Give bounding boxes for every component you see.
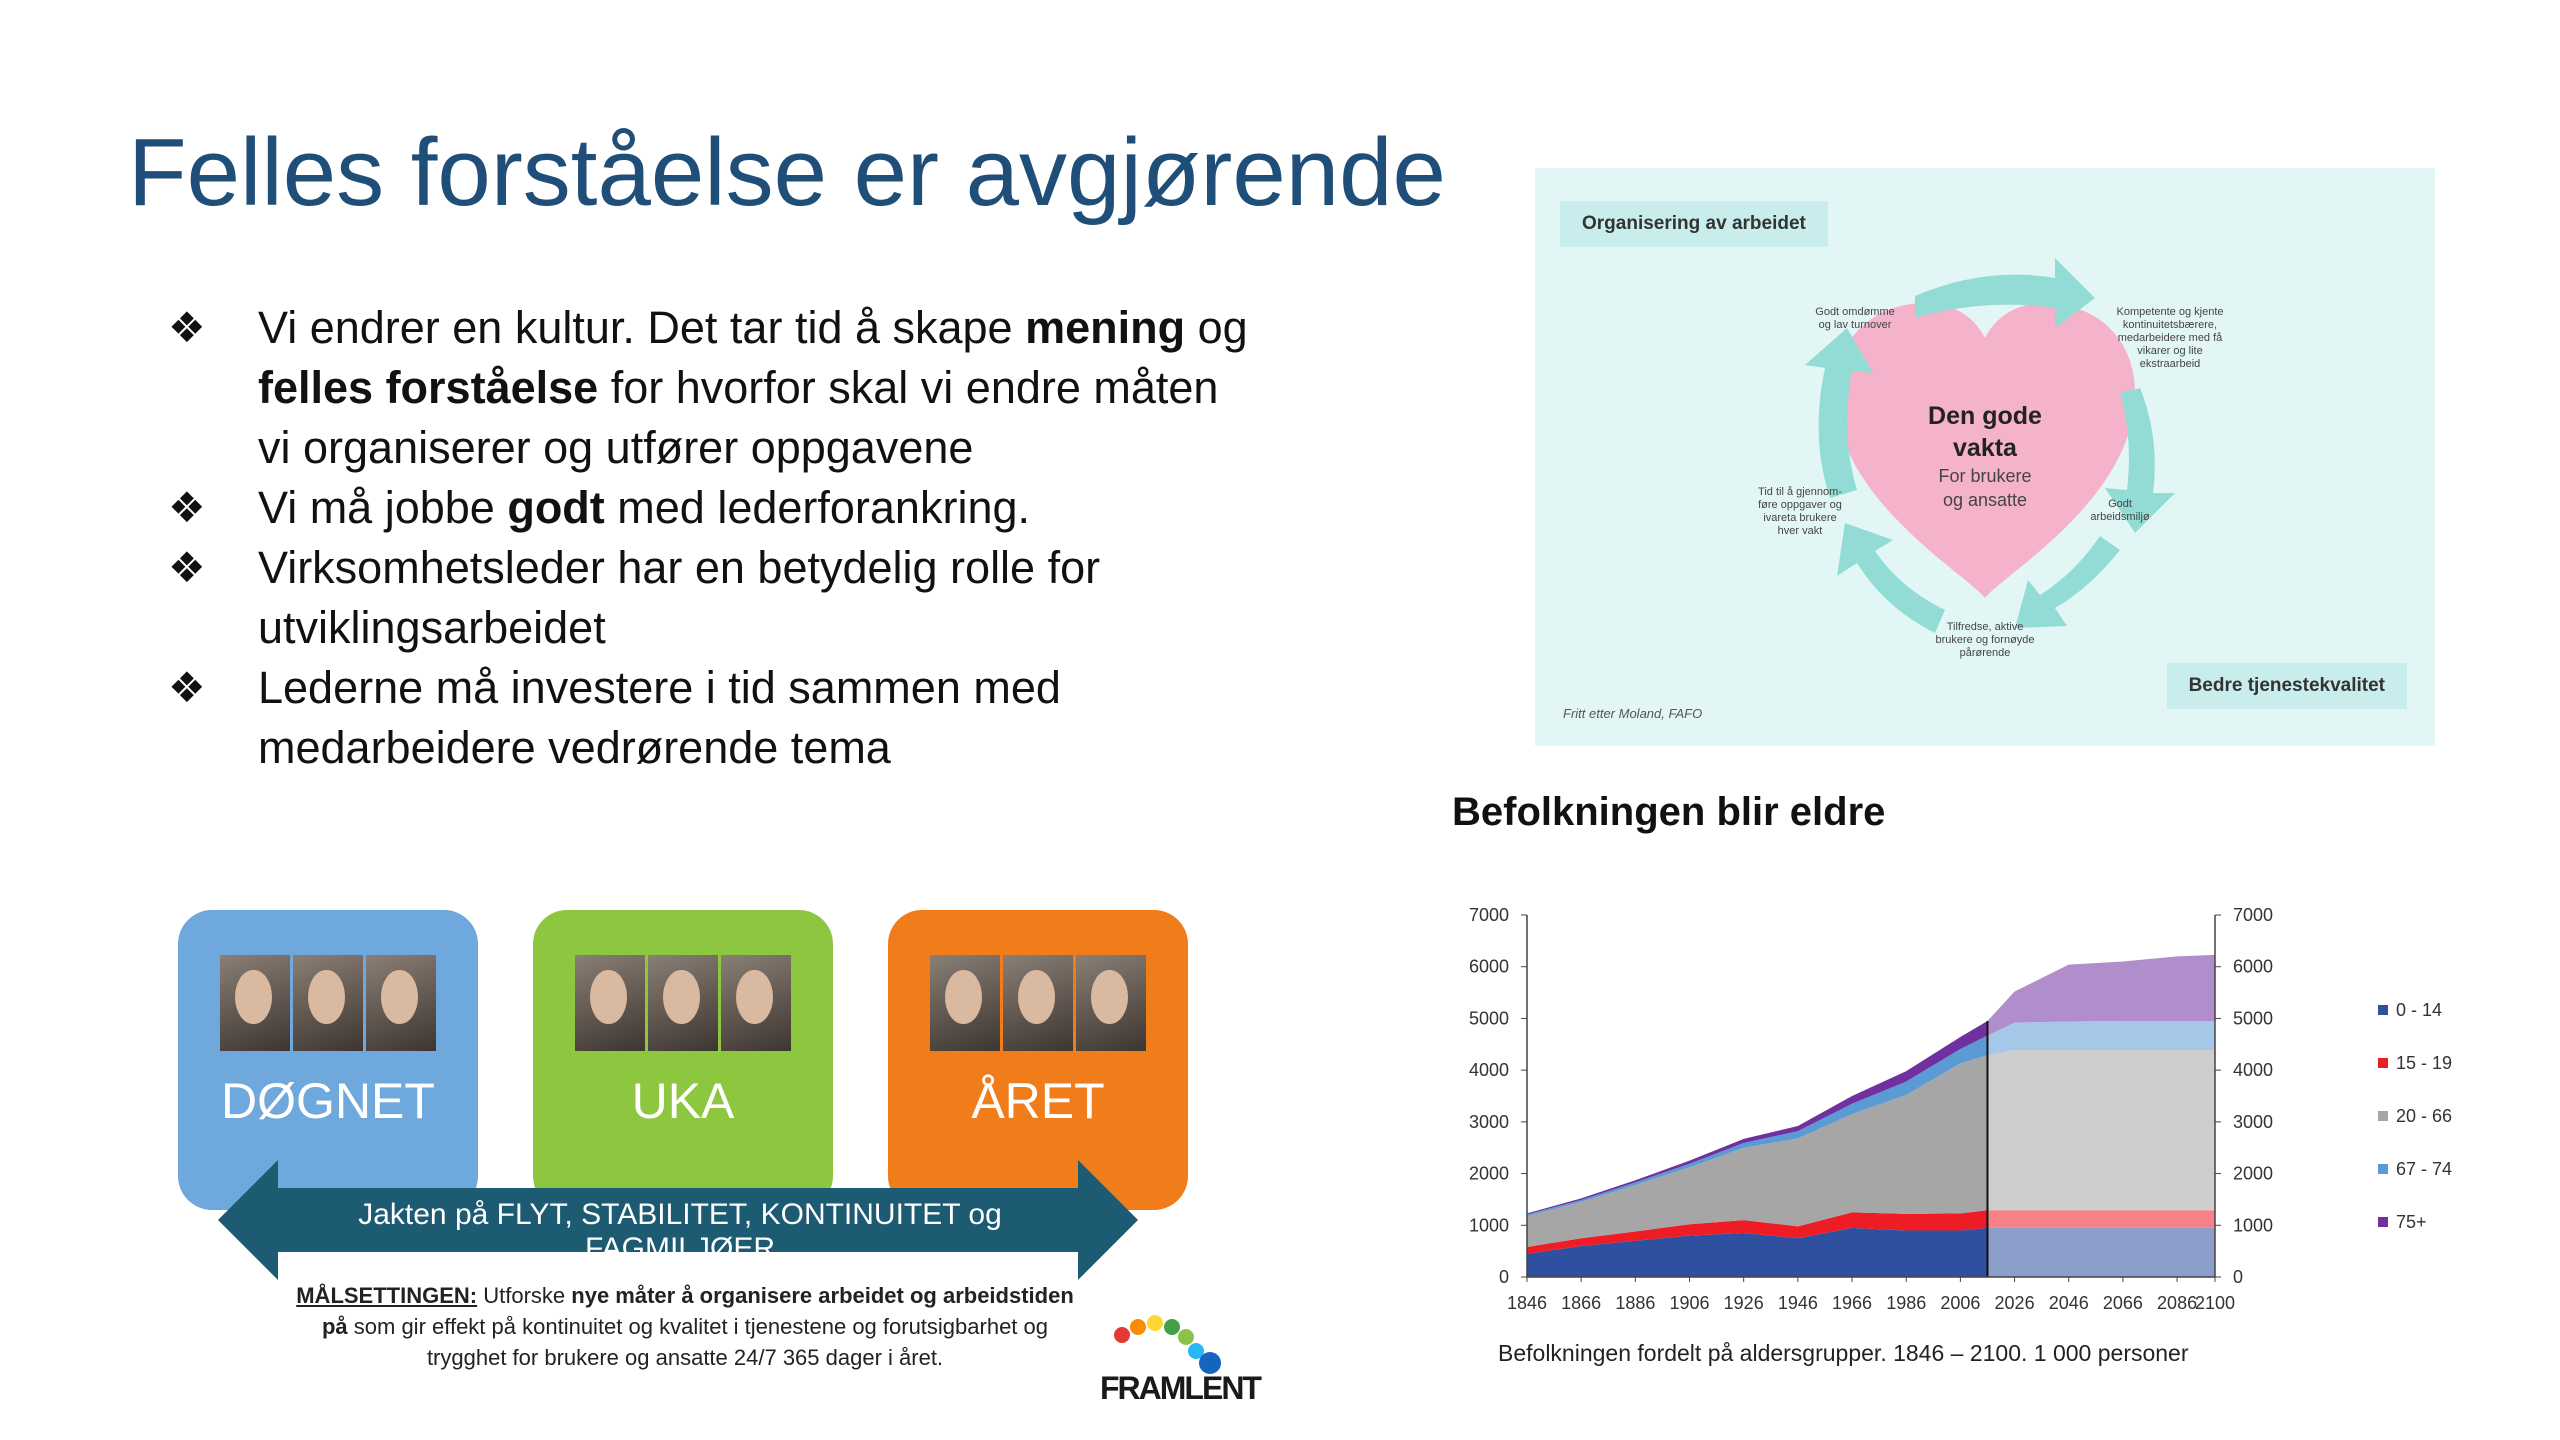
bullet-list	[168, 298, 1248, 778]
chart-title: Befolkningen blir eldre	[1452, 790, 1886, 834]
framlent-logo-text: FRAMLENT	[1100, 1370, 1260, 1406]
goal-label: MÅLSETTINGEN:	[296, 1283, 478, 1308]
note-omdomme: Godt omdømme og lav turnover	[1815, 306, 1895, 331]
legend-item	[2378, 1000, 2452, 1053]
y-tick-label-right: 4000	[2233, 1060, 2274, 1081]
y-tick-label-left: 1000	[1468, 1215, 1509, 1236]
slide-title: Felles forståelse er avgjørende	[128, 119, 1446, 226]
legend-item	[2378, 1106, 2452, 1159]
logo-dot	[1178, 1329, 1194, 1345]
y-tick-label-left: 7000	[1468, 905, 1509, 925]
legend-item	[2378, 1053, 2452, 1106]
y-tick-label-right: 7000	[2233, 905, 2274, 925]
x-tick-label: 1946	[1777, 1293, 1818, 1313]
timeframe-label: DØGNET	[221, 1073, 435, 1129]
x-tick-label: 1866	[1561, 1293, 1602, 1313]
x-tick-label: 2066	[2102, 1293, 2143, 1313]
x-tick-label: 2006	[1940, 1293, 1981, 1313]
note-tilfredse: Tilfredse, aktive brukere og fornøyde pårørende	[1935, 621, 2035, 659]
population-chart	[1440, 880, 2370, 1330]
note-kompetente: Kompetente og kjente kontinuitetsbærere, medarbeidere med få vikarer og lite ekstraarbeid	[2116, 306, 2224, 370]
timeframe-label: UKA	[631, 1073, 735, 1129]
bullet-text: Virksomhetsleder har en betydelig rolle for utviklingsarbeidet	[258, 542, 1101, 653]
legend-label: 67 - 74	[2396, 1159, 2453, 1179]
heart-sub-1: For brukere	[1938, 466, 2032, 486]
goal-part-1: Utforske	[477, 1283, 572, 1308]
logo-dot	[1147, 1315, 1163, 1331]
note-tid: Tid til å gjennom- føre oppgaver og ivareta brukere hver vakt	[1758, 486, 1842, 537]
legend-label: 75+	[2396, 1212, 2427, 1232]
legend-item	[2378, 1159, 2452, 1212]
legend-label: 0 - 14	[2396, 1000, 2443, 1020]
bullet-text: for hvorfor skal vi endre måten vi organiserer og utfører oppgavene	[258, 362, 1219, 473]
photo-strip	[930, 955, 1146, 1051]
heart-diagram	[1535, 168, 2435, 746]
chart-legend	[2378, 1000, 2452, 1265]
bullet-emphasis: mening	[1025, 302, 1186, 353]
bullet-text: med lederforankring.	[604, 482, 1030, 533]
banner-text: Jakten på FLYT, STABILITET, KONTINUITET og FAGMILJØER	[358, 1198, 1002, 1265]
bullet-text: Vi endrer en kultur. Det tar tid å skape	[258, 302, 1026, 353]
x-tick-label: 2026	[1994, 1293, 2035, 1313]
photo-strip	[220, 955, 436, 1051]
logo-dot	[1130, 1319, 1146, 1335]
bullet-mark-icon: ❖	[168, 304, 206, 351]
y-tick-label-left: 6000	[1468, 956, 1509, 977]
bullet-item	[168, 298, 1248, 478]
diagram-credit: Fritt etter Moland, FAFO	[1563, 706, 1703, 721]
legend-label: 20 - 66	[2396, 1106, 2453, 1126]
y-tick-label-left: 0	[1498, 1267, 1509, 1287]
bullet-text: Lederne må investere i tid sammen med medarbeidere vedrørende tema	[258, 662, 1061, 773]
legend-label: 15 - 19	[2396, 1053, 2453, 1073]
y-tick-label-left: 4000	[1468, 1060, 1509, 1081]
x-tick-label: 1986	[1886, 1293, 1927, 1313]
timeframe-label: ÅRET	[971, 1073, 1105, 1129]
goal-part-2: som gir effekt på kontinuitet og kvalitet i tjenestene og forutsigbarhet og trygghet for brukere og ansatte 24/7 365 dager i året.	[347, 1314, 1049, 1370]
y-tick-label-right: 3000	[2233, 1111, 2274, 1132]
y-tick-label-left: 5000	[1468, 1008, 1509, 1029]
projection-overlay	[1987, 910, 2215, 1277]
legend-swatch	[2378, 1217, 2388, 1227]
goal-text	[290, 1280, 1080, 1373]
bullet-mark-icon: ❖	[168, 484, 206, 531]
bullet-emphasis: godt	[507, 482, 605, 533]
x-tick-label: 1846	[1506, 1293, 1548, 1313]
legend-swatch	[2378, 1164, 2388, 1174]
bullet-item	[168, 478, 1248, 538]
heart-label	[1885, 400, 2085, 512]
chart-caption: Befolkningen fordelt på aldersgrupper. 1846 – 2100. 1 000 personer	[1498, 1340, 2189, 1366]
photo-strip	[575, 955, 791, 1051]
tjenestekvalitet-tag: Bedre tjenestekvalitet	[2167, 663, 2407, 709]
x-tick-label: 1966	[1832, 1293, 1873, 1313]
note-arbeidsmiljo: Godt arbeidsmiljø	[2090, 498, 2150, 523]
legend-swatch	[2378, 1111, 2388, 1121]
heart-sub-2: og ansatte	[1942, 490, 2028, 510]
bullet-item	[168, 658, 1248, 778]
y-tick-label-left: 2000	[1468, 1163, 1509, 1184]
x-tick-label: 1886	[1615, 1293, 1656, 1313]
y-tick-label-right: 2000	[2233, 1163, 2274, 1184]
bullet-text: Vi må jobbe	[258, 482, 508, 533]
y-tick-label-right: 0	[2233, 1267, 2244, 1287]
y-tick-label-right: 6000	[2233, 956, 2274, 977]
bullet-text: og	[1185, 302, 1248, 353]
logo-dot	[1114, 1327, 1130, 1343]
heart-title-1: Den gode	[1928, 402, 2042, 430]
logo-dot	[1164, 1319, 1180, 1335]
x-tick-label: 1906	[1669, 1293, 1710, 1313]
bullet-item	[168, 538, 1248, 658]
bullet-mark-icon: ❖	[168, 664, 206, 711]
organisering-tag: Organisering av arbeidet	[1560, 201, 1828, 247]
goal-bold: nye måter å organisere arbeidet og arbeidstiden på	[321, 1283, 1074, 1339]
y-tick-label-right: 1000	[2233, 1215, 2274, 1236]
legend-swatch	[2378, 1058, 2388, 1068]
x-tick-label: 2046	[2048, 1293, 2089, 1313]
legend-item	[2378, 1212, 2452, 1265]
x-tick-label: 1926	[1723, 1293, 1764, 1313]
bullet-mark-icon: ❖	[168, 544, 206, 591]
x-tick-label: 2086	[2157, 1293, 2198, 1313]
y-tick-label-left: 3000	[1468, 1111, 1509, 1132]
bullet-emphasis: felles forståelse	[258, 362, 599, 413]
heart-title-2: vakta	[1953, 434, 2017, 462]
y-tick-label-right: 5000	[2233, 1008, 2274, 1029]
x-tick-label: 2100	[2194, 1293, 2236, 1313]
legend-swatch	[2378, 1005, 2388, 1015]
